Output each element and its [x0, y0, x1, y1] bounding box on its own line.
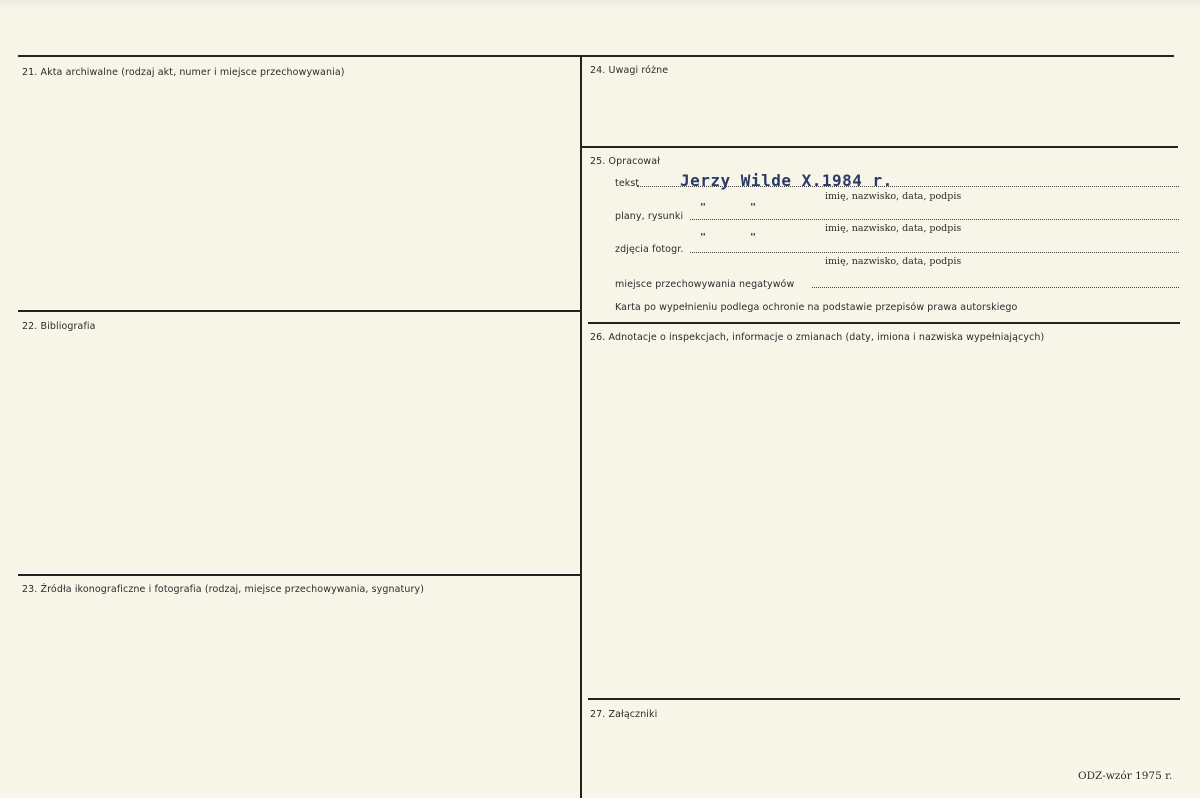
plany-ditto-1: "	[700, 202, 707, 213]
zdjecia-caption: imię, nazwisko, data, podpis	[825, 256, 962, 267]
rule-25-26	[588, 322, 1180, 324]
zdjecia-ditto-2: "	[750, 232, 757, 243]
rule-26-27	[588, 698, 1180, 700]
section-25-label: 25. Opracował	[590, 156, 660, 167]
rule-24-25	[582, 146, 1178, 148]
zdjecia-ditto-1: "	[700, 232, 707, 243]
section-27-label: 27. Załączniki	[590, 709, 658, 720]
form-id: ODZ-wzór 1975 r.	[1078, 770, 1173, 782]
section-22-label: 22. Bibliografia	[22, 321, 96, 332]
rule-22-23	[18, 574, 580, 576]
zdjecia-line	[690, 252, 1179, 253]
section-26-label: 26. Adnotacje o inspekcjach, informacje o zmianach (daty, imiona i nazwiska wypełniających)	[590, 332, 1045, 343]
section-23-label: 23. Źródła ikonograficzne i fotografia (rodzaj, miejsce przechowywania, sygnatury)	[22, 584, 425, 595]
section-24-label: 24. Uwagi różne	[590, 65, 669, 76]
tekst-label: tekst	[615, 178, 640, 189]
plany-caption: imię, nazwisko, data, podpis	[825, 223, 962, 234]
plany-line	[690, 219, 1179, 220]
zdjecia-label: zdjęcia fotogr.	[615, 244, 684, 255]
plany-ditto-2: "	[750, 202, 757, 213]
copyright-note: Karta po wypełnieniu podlega ochronie na podstawie przepisów prawa autorskiego	[615, 302, 1018, 313]
top-rule	[18, 55, 1174, 57]
rule-21-22	[18, 310, 580, 312]
center-divider	[580, 57, 582, 798]
plany-label: plany, rysunki	[615, 211, 684, 222]
section-21-label: 21. Akta archiwalne (rodzaj akt, numer i miejsce przechowywania)	[22, 67, 345, 78]
negatywy-label: miejsce przechowywania negatywów	[615, 279, 795, 290]
negatywy-line	[812, 287, 1179, 288]
tekst-value: Jerzy Wilde X.1984 r.	[680, 171, 893, 190]
tekst-caption: imię, nazwisko, data, podpis	[825, 191, 962, 202]
